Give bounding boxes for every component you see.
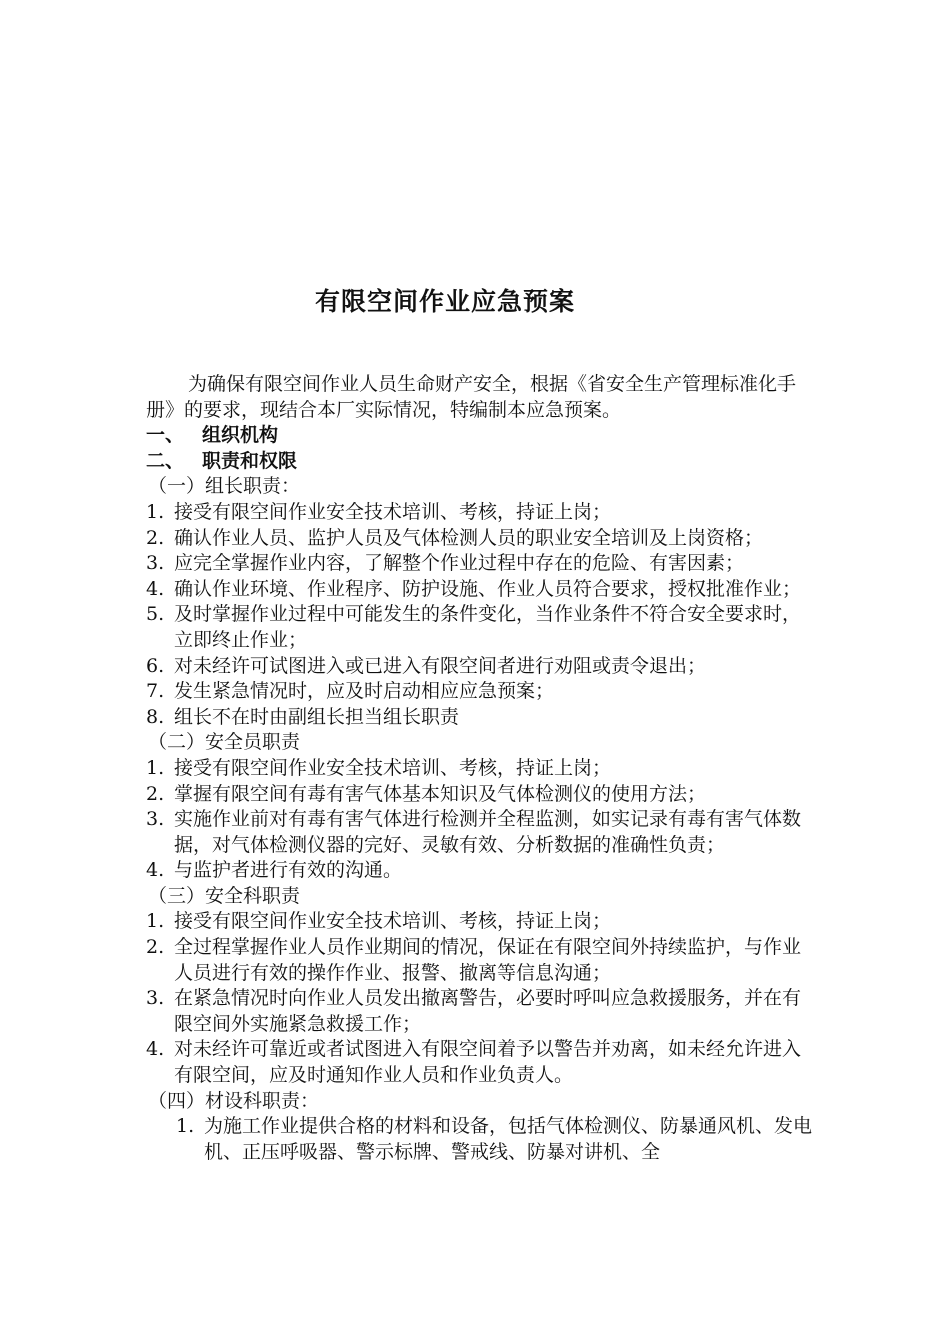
heading-organization: [146, 423, 812, 449]
list-materials-dept: [146, 1114, 812, 1165]
list-leader: [146, 500, 812, 730]
item-text: 对未经许可靠近或者试图进入有限空间着予以警告并劝离，如未经允许进入有限空间，应及时通知作业人员和作业负责人。: [174, 1038, 802, 1087]
list-safety-officer: [146, 756, 812, 884]
item-text: 实施作业前对有毒有害气体进行检测并全程监测，如实记录有毒有害气体数据，对气体检测仪器的完好、灵敏有效、分析数据的准确性负责；: [174, 808, 802, 856]
list-item: [146, 654, 812, 680]
list-item: [146, 1114, 812, 1165]
list-item: [146, 782, 812, 808]
list-item: [146, 679, 812, 705]
item-text: 应完全掌握作业内容，了解整个作业过程中存在的危险、有害因素；: [174, 552, 745, 575]
section-title-materials-dept: （四）材设科职责：: [148, 1089, 320, 1112]
item-text: 接受有限空间作业安全技术培训、考核，持证上岗；: [174, 910, 612, 933]
heading-text: 组织机构: [202, 424, 279, 447]
document-title: 有限空间作业应急预案: [314, 287, 575, 316]
list-item: [146, 909, 812, 935]
list-item: [146, 935, 812, 986]
list-item: [146, 986, 812, 1037]
list-item: [146, 602, 812, 653]
section-title-safety-dept: （三）安全科职责: [148, 884, 301, 907]
item-text: 接受有限空间作业安全技术培训、考核，持证上岗；: [174, 500, 612, 523]
item-text: 组长不在时由副组长担当组长职责: [174, 705, 460, 728]
list-item: [146, 551, 812, 577]
item-number: 2.: [146, 936, 165, 959]
item-number: 3.: [146, 552, 165, 575]
item-text: 对未经许可试图进入或已进入有限空间者进行劝阻或责令退出；: [174, 654, 707, 677]
item-number: 4.: [146, 577, 165, 600]
item-text: 全过程掌握作业人员作业期间的情况，保证在有限空间外持续监护，与作业人员进行有效的操作作业、报警、撤离等信息沟通；: [174, 936, 802, 984]
item-number: 7.: [146, 680, 165, 703]
item-text: 掌握有限空间有毒有害气体基本知识及气体检测仪的使用方法；: [174, 782, 707, 805]
item-number: 3.: [146, 808, 165, 831]
item-text: 接受有限空间作业安全技术培训、考核，持证上岗；: [174, 756, 612, 779]
item-number: 1.: [146, 910, 165, 933]
item-number: 2.: [146, 526, 165, 549]
document-body: [146, 372, 812, 1165]
item-text: 在紧急情况时向作业人员发出撤离警告，必要时呼叫应急救援服务，并在有限空间外实施紧急救援工作；: [174, 987, 802, 1035]
list-item: [146, 705, 812, 731]
item-number: 4.: [146, 859, 165, 882]
item-text: 为施工作业提供合格的材料和设备，包括气体检测仪、防暴通风机、发电机、正压呼吸器、警示标牌、警戒线、防暴对讲机、全: [204, 1115, 813, 1163]
heading-number: 一、: [146, 424, 185, 447]
item-text: 确认作业人员、监护人员及气体检测人员的职业安全培训及上岗资格；: [174, 526, 764, 549]
item-number: 3.: [146, 987, 165, 1010]
item-number: 2.: [146, 782, 165, 805]
item-number: 5.: [146, 603, 165, 626]
item-number: 1.: [146, 756, 165, 779]
list-safety-dept: [146, 909, 812, 1088]
intro-paragraph: 为确保有限空间作业人员生命财产安全，根据《省安全生产管理标准化手册》的要求，现结合本厂实际情况，特编制本应急预案。: [146, 373, 797, 421]
item-number: 4.: [146, 1038, 165, 1061]
item-number: 1.: [176, 1115, 195, 1138]
list-item: [146, 526, 812, 552]
list-item: [146, 1037, 812, 1088]
section-title-leader: （一）组长职责：: [148, 475, 301, 498]
item-text: 及时掌握作业过程中可能发生的条件变化，当作业条件不符合安全要求时，立即终止作业；: [174, 603, 802, 651]
item-text: 发生紧急情况时，应及时启动相应应急预案；: [174, 680, 555, 703]
list-item: [146, 858, 812, 884]
section-title-safety-officer: （二）安全员职责: [148, 731, 301, 754]
list-item: [146, 500, 812, 526]
item-text: 与监护者进行有效的沟通。: [174, 859, 403, 882]
item-number: 8.: [146, 705, 165, 728]
heading-number: 二、: [146, 449, 185, 472]
list-item: [146, 756, 812, 782]
item-text: 确认作业环境、作业程序、防护设施、作业人员符合要求，授权批准作业；: [174, 577, 802, 600]
list-item: [146, 577, 812, 603]
heading-responsibilities: [146, 449, 812, 475]
heading-text: 职责和权限: [202, 449, 298, 472]
item-number: 1.: [146, 500, 165, 523]
list-item: [146, 807, 812, 858]
item-number: 6.: [146, 654, 165, 677]
